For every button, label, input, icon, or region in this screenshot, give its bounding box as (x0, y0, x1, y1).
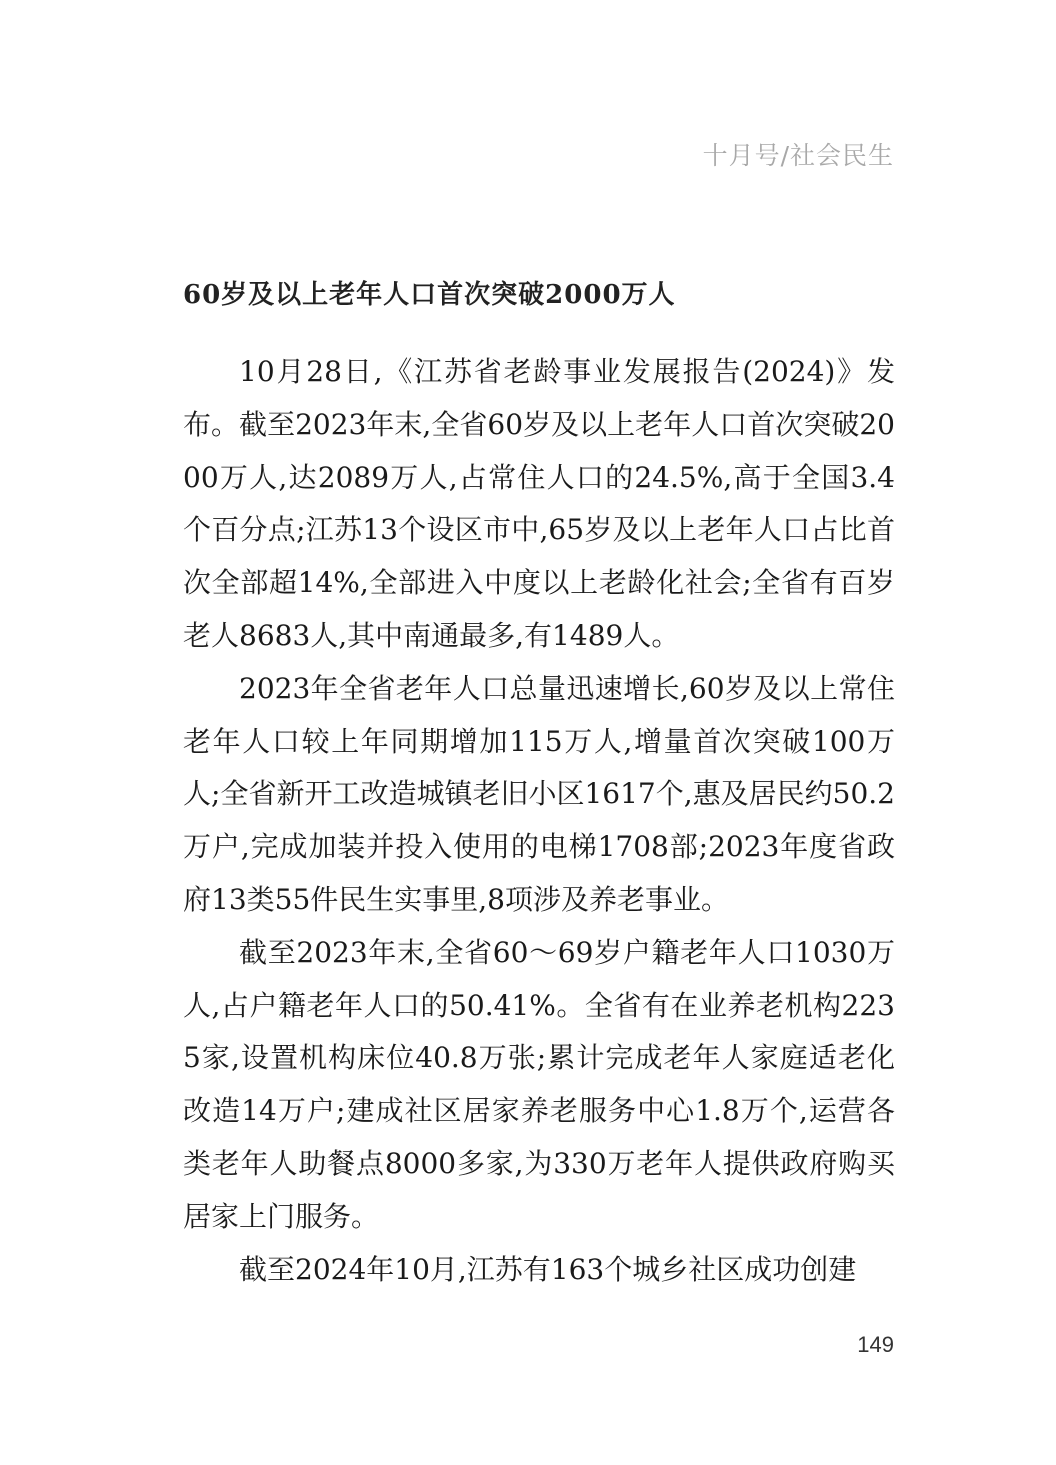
article-paragraph: 10月28日,《江苏省老龄事业发展报告(2024)》发布。截至2023年末,全省60岁及以上老年人口首次突破2000万人,达2089万人,占常住人口的24.5%,高于全国3.4个百分点;江苏13个设区市中,65岁及以上老年人口占比首次全部超14%,全部进入中度以上老龄化社会;全省有百岁老人8683人,其中南通最多,有1489人。 (183, 355, 895, 652)
article-paragraph: 截至2024年10月,江苏有163个城乡社区成功创建 (239, 1252, 857, 1286)
article-headline: 60岁及以上老年人口首次突破2000万人 (183, 280, 676, 310)
article-paragraph: 截至2023年末,全省60～69岁户籍老年人口1030万人,占户籍老年人口的50.41%。全省有在业养老机构2235家,设置机构床位40.8万张;累计完成老年人家庭适老化改造14万户;建成社区居家养老服务中心1.8万个,运营各类老年人助餐点8000多家,为330万老年人提供政府购买居家上门服务。 (183, 935, 895, 1233)
article-paragraph: 2023年全省老年人口总量迅速增长,60岁及以上常住老年人口较上年同期增加115万人,增量首次突破100万人;全省新开工改造城镇老旧小区1617个,惠及居民约50.2万户,完成加装并投入使用的电梯1708部;2023年度省政府13类55件民生实事里,8项涉及养老事业。 (183, 671, 895, 916)
article-body (183, 266, 895, 1296)
running-head: 十月号/社会民生 (702, 141, 894, 170)
page-number: 149 (857, 1332, 894, 1357)
